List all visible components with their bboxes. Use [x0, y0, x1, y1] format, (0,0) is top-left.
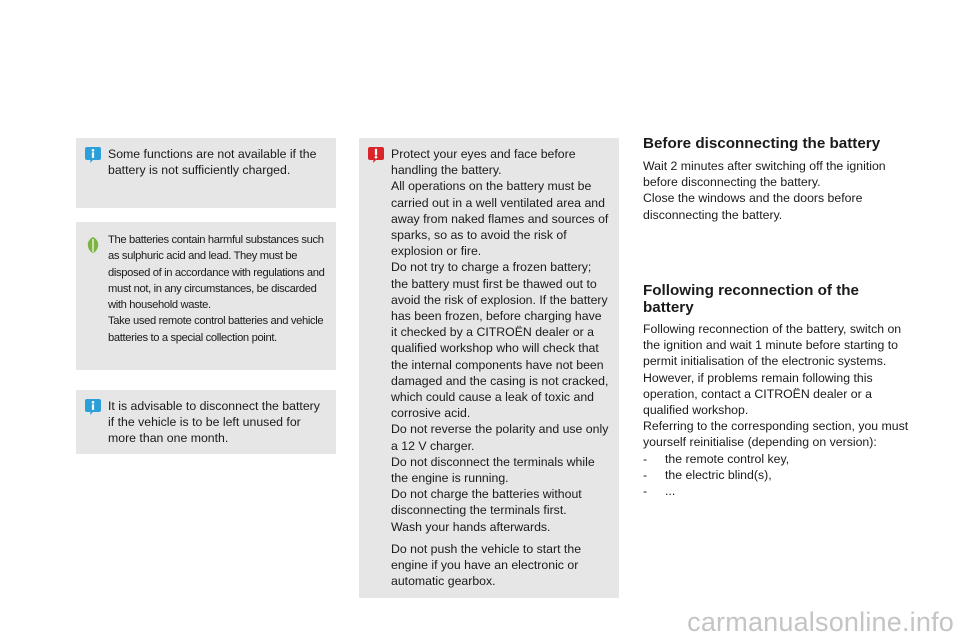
eco-text-line: Take used remote control batteries and vehicle batteries to a special collection point. — [108, 315, 324, 344]
warning-box-battery-handling — [359, 138, 619, 598]
list-dash: - — [643, 484, 648, 499]
section-line: Following reconnection of the battery, switch on the ignition and wait 1 minute before starting to permit initialisation of the electronic systems. — [643, 322, 902, 369]
info-icon — [84, 146, 102, 164]
warning-line: Do not try to charge a frozen battery; the battery must first be thawed out to avoid the risk of explosion. If the battery has been frozen, before charging have it checked by a CITROËN dealer or a qualified workshop who will check that the internal components have not been damaged and the casing is not cracked, which could cause a leak of toxic and corrosive acid. — [391, 260, 609, 421]
list-item — [643, 467, 913, 483]
list-item — [643, 451, 913, 467]
eco-text-line: The batteries contain harmful substances such as sulphuric acid and lead. They must be disposed of in accordance with regulations and must not, in any circumstances, be discarded with household waste. — [108, 234, 325, 312]
info-box-disconnect-advice — [76, 390, 336, 454]
list-item-text: the electric blind(s), — [665, 467, 772, 482]
info-icon — [84, 398, 102, 416]
section-line: Wait 2 minutes after switching off the ignition before disconnecting the battery. — [643, 159, 886, 190]
list-dash: - — [643, 451, 648, 466]
warning-line-last: Do not push the vehicle to start the engine if you have an electronic or automatic gearbox. — [391, 541, 582, 589]
warning-line: Wash your hands afterwards. — [391, 519, 551, 534]
warning-icon — [367, 146, 385, 164]
list-item-text: ... — [665, 484, 676, 499]
section-body-following-reconnection — [643, 321, 913, 499]
list-item-text: the remote control key, — [665, 451, 790, 466]
eco-box-battery-disposal — [76, 222, 336, 370]
section-body-before-disconnecting — [643, 158, 913, 223]
watermark: carmanualsonline.info — [687, 607, 954, 637]
warning-line: All operations on the battery must be carried out in a well ventilated area and away from naked flames and sources of sparks, so as to avoid the risk of explosion or fire. — [391, 179, 609, 259]
warning-text — [391, 146, 611, 589]
eco-text — [108, 232, 326, 346]
info-text-disconnect-advice: It is advisable to disconnect the battery if the vehicle is to be left unused for more than one month. — [108, 399, 320, 446]
warning-line: Do not reverse the polarity and use only a 12 V charger. — [391, 422, 609, 453]
list-item — [643, 483, 913, 499]
list-dash: - — [643, 467, 648, 482]
section-line: However, if problems remain following this operation, contact a CITROËN dealer or a qualified workshop. — [643, 370, 873, 418]
warning-line: Do not charge the batteries without disconnecting the terminals first. — [391, 487, 582, 518]
section-line: Referring to the corresponding section, you must yourself reinitialise (depending on version): — [643, 419, 909, 450]
info-text-insufficient-charge: Some functions are not available if the battery is not sufficiently charged. — [108, 147, 317, 178]
leaf-icon — [84, 236, 102, 254]
info-box-insufficient-charge — [76, 138, 336, 208]
warning-line: Protect your eyes and face before handling the battery. — [391, 147, 576, 178]
section-title-following-reconnection: Following reconnection of the battery — [643, 282, 859, 316]
section-line: Close the windows and the doors before disconnecting the battery. — [643, 191, 863, 222]
warning-line: Do not disconnect the terminals while the engine is running. — [391, 454, 595, 486]
section-title-before-disconnecting: Before disconnecting the battery — [643, 135, 881, 152]
